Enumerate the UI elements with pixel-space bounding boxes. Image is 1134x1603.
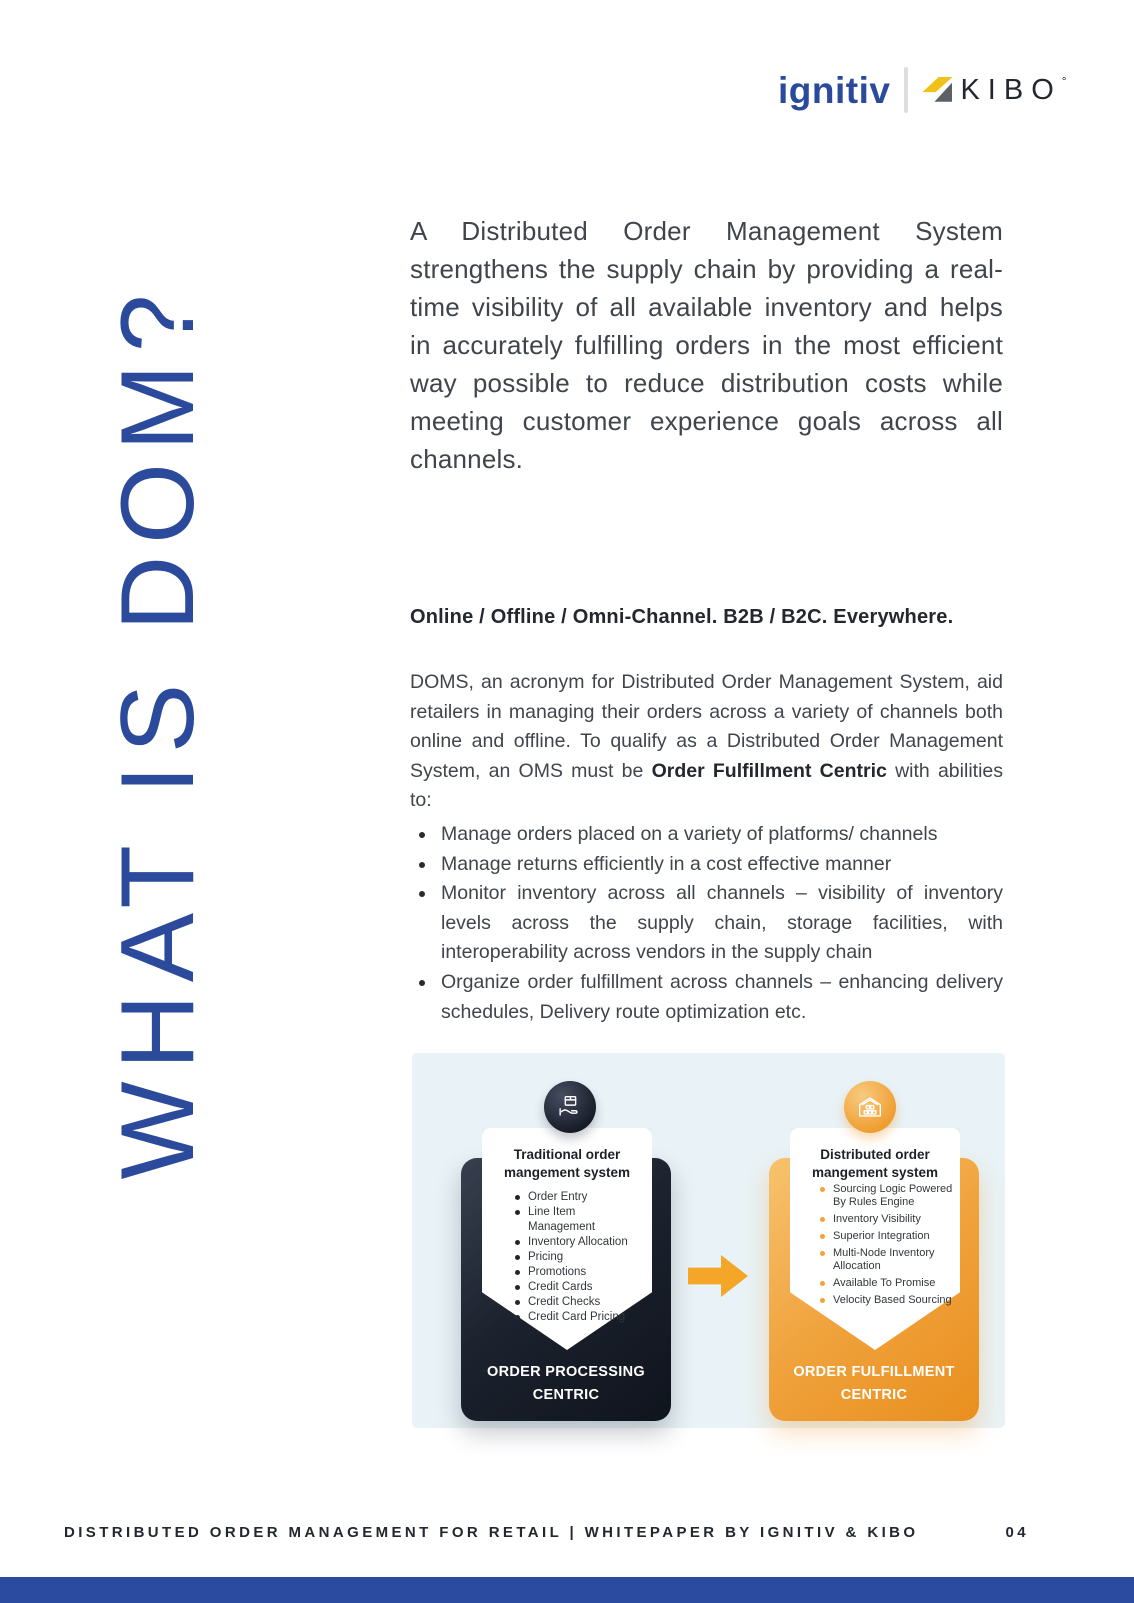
doms-text-pre: DOMS, an acronym for Distributed Order Management System, aid retailers in managing their orders across a variety of channels both online and offline. To qualify as a Distributed Order Management System, an OMS must be xyxy=(410,671,1003,782)
main-content xyxy=(410,212,1003,1428)
bullet-dot xyxy=(419,891,425,897)
list-item: Sourcing Logic Powered By Rules Engine xyxy=(820,1183,960,1209)
doms-paragraph xyxy=(410,668,1003,816)
list-item: Order Entry xyxy=(515,1190,642,1205)
list-item: Credit Card Pricing xyxy=(515,1310,642,1325)
list-item: Promotions xyxy=(515,1265,642,1280)
logo-divider xyxy=(904,67,908,113)
page-title-vertical: WHAT IS DOM? xyxy=(100,282,216,1180)
list-item: Manage returns efficiently in a cost effective manner xyxy=(410,850,1003,880)
intro-paragraph: A Distributed Order Management System strengthens the supply chain by providing a real-time visibility of all available inventory and helps in accurately fulfilling orders in the most efficient way possible to reduce distribution costs while meeting customer experience goals across all channels. xyxy=(410,216,1003,474)
distributed-title: Distributed order mangement system xyxy=(811,1147,939,1180)
doms-text-post: with abilities to: xyxy=(410,759,1003,812)
list-item: Pricing xyxy=(515,1250,642,1265)
list-item: Available To Promise xyxy=(820,1277,960,1290)
list-item: Inventory Allocation xyxy=(515,1235,642,1250)
warehouse-icon xyxy=(844,1081,896,1133)
bullet-dot xyxy=(820,1187,825,1192)
channels-subtitle: Online / Offline / Omni-Channel. B2B / B2C. Everywhere. xyxy=(410,606,954,628)
distributed-items xyxy=(820,1183,960,1311)
list-item: Credit Cards xyxy=(515,1280,642,1295)
bottom-accent-bar xyxy=(0,1577,1134,1603)
bullet-dot xyxy=(515,1255,520,1260)
abilities-list xyxy=(410,820,1003,1029)
arrow-right-icon xyxy=(688,1255,748,1297)
list-item: Inventory Visibility xyxy=(820,1213,960,1226)
bullet-dot xyxy=(515,1315,520,1320)
bullet-dot xyxy=(820,1281,825,1286)
footer-text: DISTRIBUTED ORDER MANAGEMENT FOR RETAIL | WHITEPAPER BY IGNITIV & KIBO xyxy=(64,1524,919,1541)
list-item: Line Item Management xyxy=(515,1205,642,1235)
page-footer xyxy=(64,1524,1029,1541)
ignitiv-logo: ignitiv xyxy=(778,69,891,111)
bullet-dot xyxy=(419,832,425,838)
doms-text-bold: Order Fulfillment Centric xyxy=(651,759,887,782)
list-item: Credit Checks xyxy=(515,1295,642,1310)
bullet-dot xyxy=(419,980,425,986)
bullet-dot xyxy=(515,1285,520,1290)
bullet-dot xyxy=(515,1195,520,1200)
bullet-dot xyxy=(419,862,425,868)
list-item: Velocity Based Sourcing xyxy=(820,1294,960,1307)
list-item: Organize order fulfillment across channels – enhancing delivery schedules, Delivery route optimization etc. xyxy=(410,968,1003,1027)
hand-box-icon xyxy=(544,1081,596,1133)
traditional-items xyxy=(515,1190,642,1325)
list-item: Superior Integration xyxy=(820,1230,960,1243)
list-item: Manage orders placed on a variety of platforms/ channels xyxy=(410,820,1003,850)
traditional-footer-label: ORDER PROCESSING CENTRIC xyxy=(487,1364,645,1403)
bullet-dot xyxy=(515,1240,520,1245)
bullet-dot xyxy=(820,1298,825,1303)
list-item: Multi-Node Inventory Allocation xyxy=(820,1247,960,1273)
bullet-dot xyxy=(820,1251,825,1256)
bullet-dot xyxy=(515,1300,520,1305)
header-logos xyxy=(778,64,1067,116)
bullet-dot xyxy=(820,1234,825,1239)
kibo-mark-icon xyxy=(922,77,952,103)
bullet-dot xyxy=(820,1217,825,1222)
bullet-dot xyxy=(515,1210,520,1215)
kibo-logo: KIBO° xyxy=(960,74,1067,106)
page-number: 04 xyxy=(1005,1524,1029,1541)
kibo-trademark: ° xyxy=(1061,74,1067,88)
bullet-dot xyxy=(515,1270,520,1275)
list-item: Monitor inventory across all channels – visibility of inventory levels across the supply chain, storage facilities, with interoperability across vendors in the supply chain xyxy=(410,879,1003,968)
distributed-footer-label: ORDER FULFILLMENT CENTRIC xyxy=(793,1364,955,1403)
comparison-diagram xyxy=(412,1053,1005,1428)
traditional-title: Traditional order mangement system xyxy=(503,1147,631,1180)
